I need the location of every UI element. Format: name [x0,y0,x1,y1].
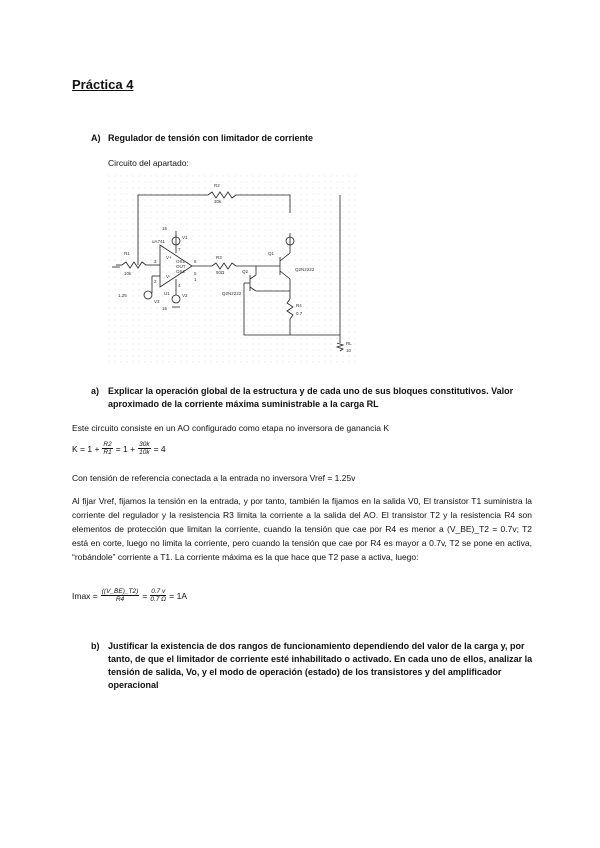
pin-4: 4 [178,283,181,288]
q2-name: Q2 [242,269,249,274]
k-rhs: = 4 [153,443,166,454]
pin-5: 5 [194,271,197,276]
k-mid: = 1 + [115,443,136,454]
vref-value: 1.25 [118,293,127,298]
v2-value: 15 [162,306,168,311]
imax-eq: = [142,590,148,601]
imax-f1-den: R4 [115,596,125,603]
vref-name: V3 [154,299,160,304]
r4-name: R4 [296,303,302,308]
pin-label-vplus: V+ [166,255,172,260]
pin-1: 1 [194,277,197,282]
u1-name: U1 [164,291,170,296]
pin-label-os2: OS2 [176,269,186,274]
r1-name: R1 [124,251,130,256]
pin-label-out: OUT [176,264,186,269]
imax-f2-num: 0.7 v [151,588,166,595]
k-f2-num: 30k [139,441,150,448]
pin-7: 7 [178,247,181,252]
imax-f2-den: 0.7 Ω [150,596,167,603]
imax-formula [72,588,187,603]
k-fraction-2 [138,441,150,456]
k-f1-den: R1 [103,449,112,456]
question-b-text: Justificar la existencia de dos rangos de funcionamiento dependiendo del valor de la carga y, por tanto, de que el limitador de corriente esté inhabilitado o activado. En cada uno de ellos, analizar la tensión de salida, Vo, y el modo de operación (estado) de los transistores y del amplificador operacional [108,641,533,690]
rl-value: 10 [346,348,352,353]
rl-name: RL [346,341,352,346]
section-a-heading [91,133,313,143]
imax-fraction-1 [101,588,139,603]
question-a [91,385,538,411]
grid-background [108,175,358,365]
r2-name: R2 [214,183,220,188]
imax-f1-num: ((V_BE)_T2) [101,588,139,595]
paragraph-3: Al fijar Vref, fijamos la tensión en la entrada, y por tanto, también la fijamos en la salida V0, El transistor T1 suministra la corriente del regulador y la resistencia R3 limita la corriente a la salida del AO. El transistor T2 y la resistencia R4 son elementos de protección que limitan la corriente, cuando la tensión que cae por R4 es menor a (V_BE)_T2 = 0.7v; T2 está en corte, luego no limita la corriente, pero cuando la tensión que cae por R4 es mayor a 0.7v, T2 se pone en activa, “robándole” corriente a T1. La corriente máxima es la que hace que T2 pase a activa, luego: [72,496,532,562]
question-b [91,640,538,692]
v2-name: V2 [182,293,188,298]
k-f1-num: R2 [103,441,112,448]
q2-model: Q2N2222 [222,291,242,296]
r4-value: 0.7 [296,311,303,316]
k-fraction-1 [102,441,112,456]
k-formula [72,441,166,456]
pin-label-vminus: V- [166,274,171,279]
section-a-label: A) [91,133,101,143]
pin-6: 6 [194,259,197,264]
paragraph-1: Este circuito consiste en un AO configurado como etapa no inversora de ganancia K [72,423,390,433]
pin-label-os1: OS1 [176,259,186,264]
page-title: Práctica 4 [72,77,134,92]
k-f2-den: 10k [139,449,150,456]
paragraph-2: Con tensión de referencia conectada a la entrada no inversora Vref = 1.25v [72,473,356,483]
u1-model: uA741 [152,239,166,244]
question-a-text: Explicar la operación global de la estructura y de cada uno de sus bloques constitutivos. Valor aproximado de la corriente máxima suministrable a la carga RL [108,386,514,409]
imax-fraction-2 [150,588,166,603]
circuit-schematic [108,175,358,365]
q1-model: Q2N2222 [295,267,315,272]
r2-value: 30k [214,199,222,204]
k-lhs: K = 1 + [72,443,100,454]
v1-name: V1 [182,235,188,240]
q1-name: Q1 [268,251,275,256]
imax-rhs: = 1A [169,590,188,601]
question-a-label: a) [91,386,100,396]
r1-value: 10k [124,271,132,276]
circuit-caption: Circuito del apartado: [108,158,189,168]
r3-name: R3 [216,255,222,260]
question-b-label: b) [91,641,100,651]
pin-3: 3 [154,259,157,264]
v1-value: 15 [162,226,168,231]
section-a-title: Regulador de tensión con limitador de corriente [108,133,314,143]
pin-2: 2 [154,279,157,284]
imax-lhs: Imax = [72,590,98,601]
r3-value: 50Ω [216,270,225,275]
